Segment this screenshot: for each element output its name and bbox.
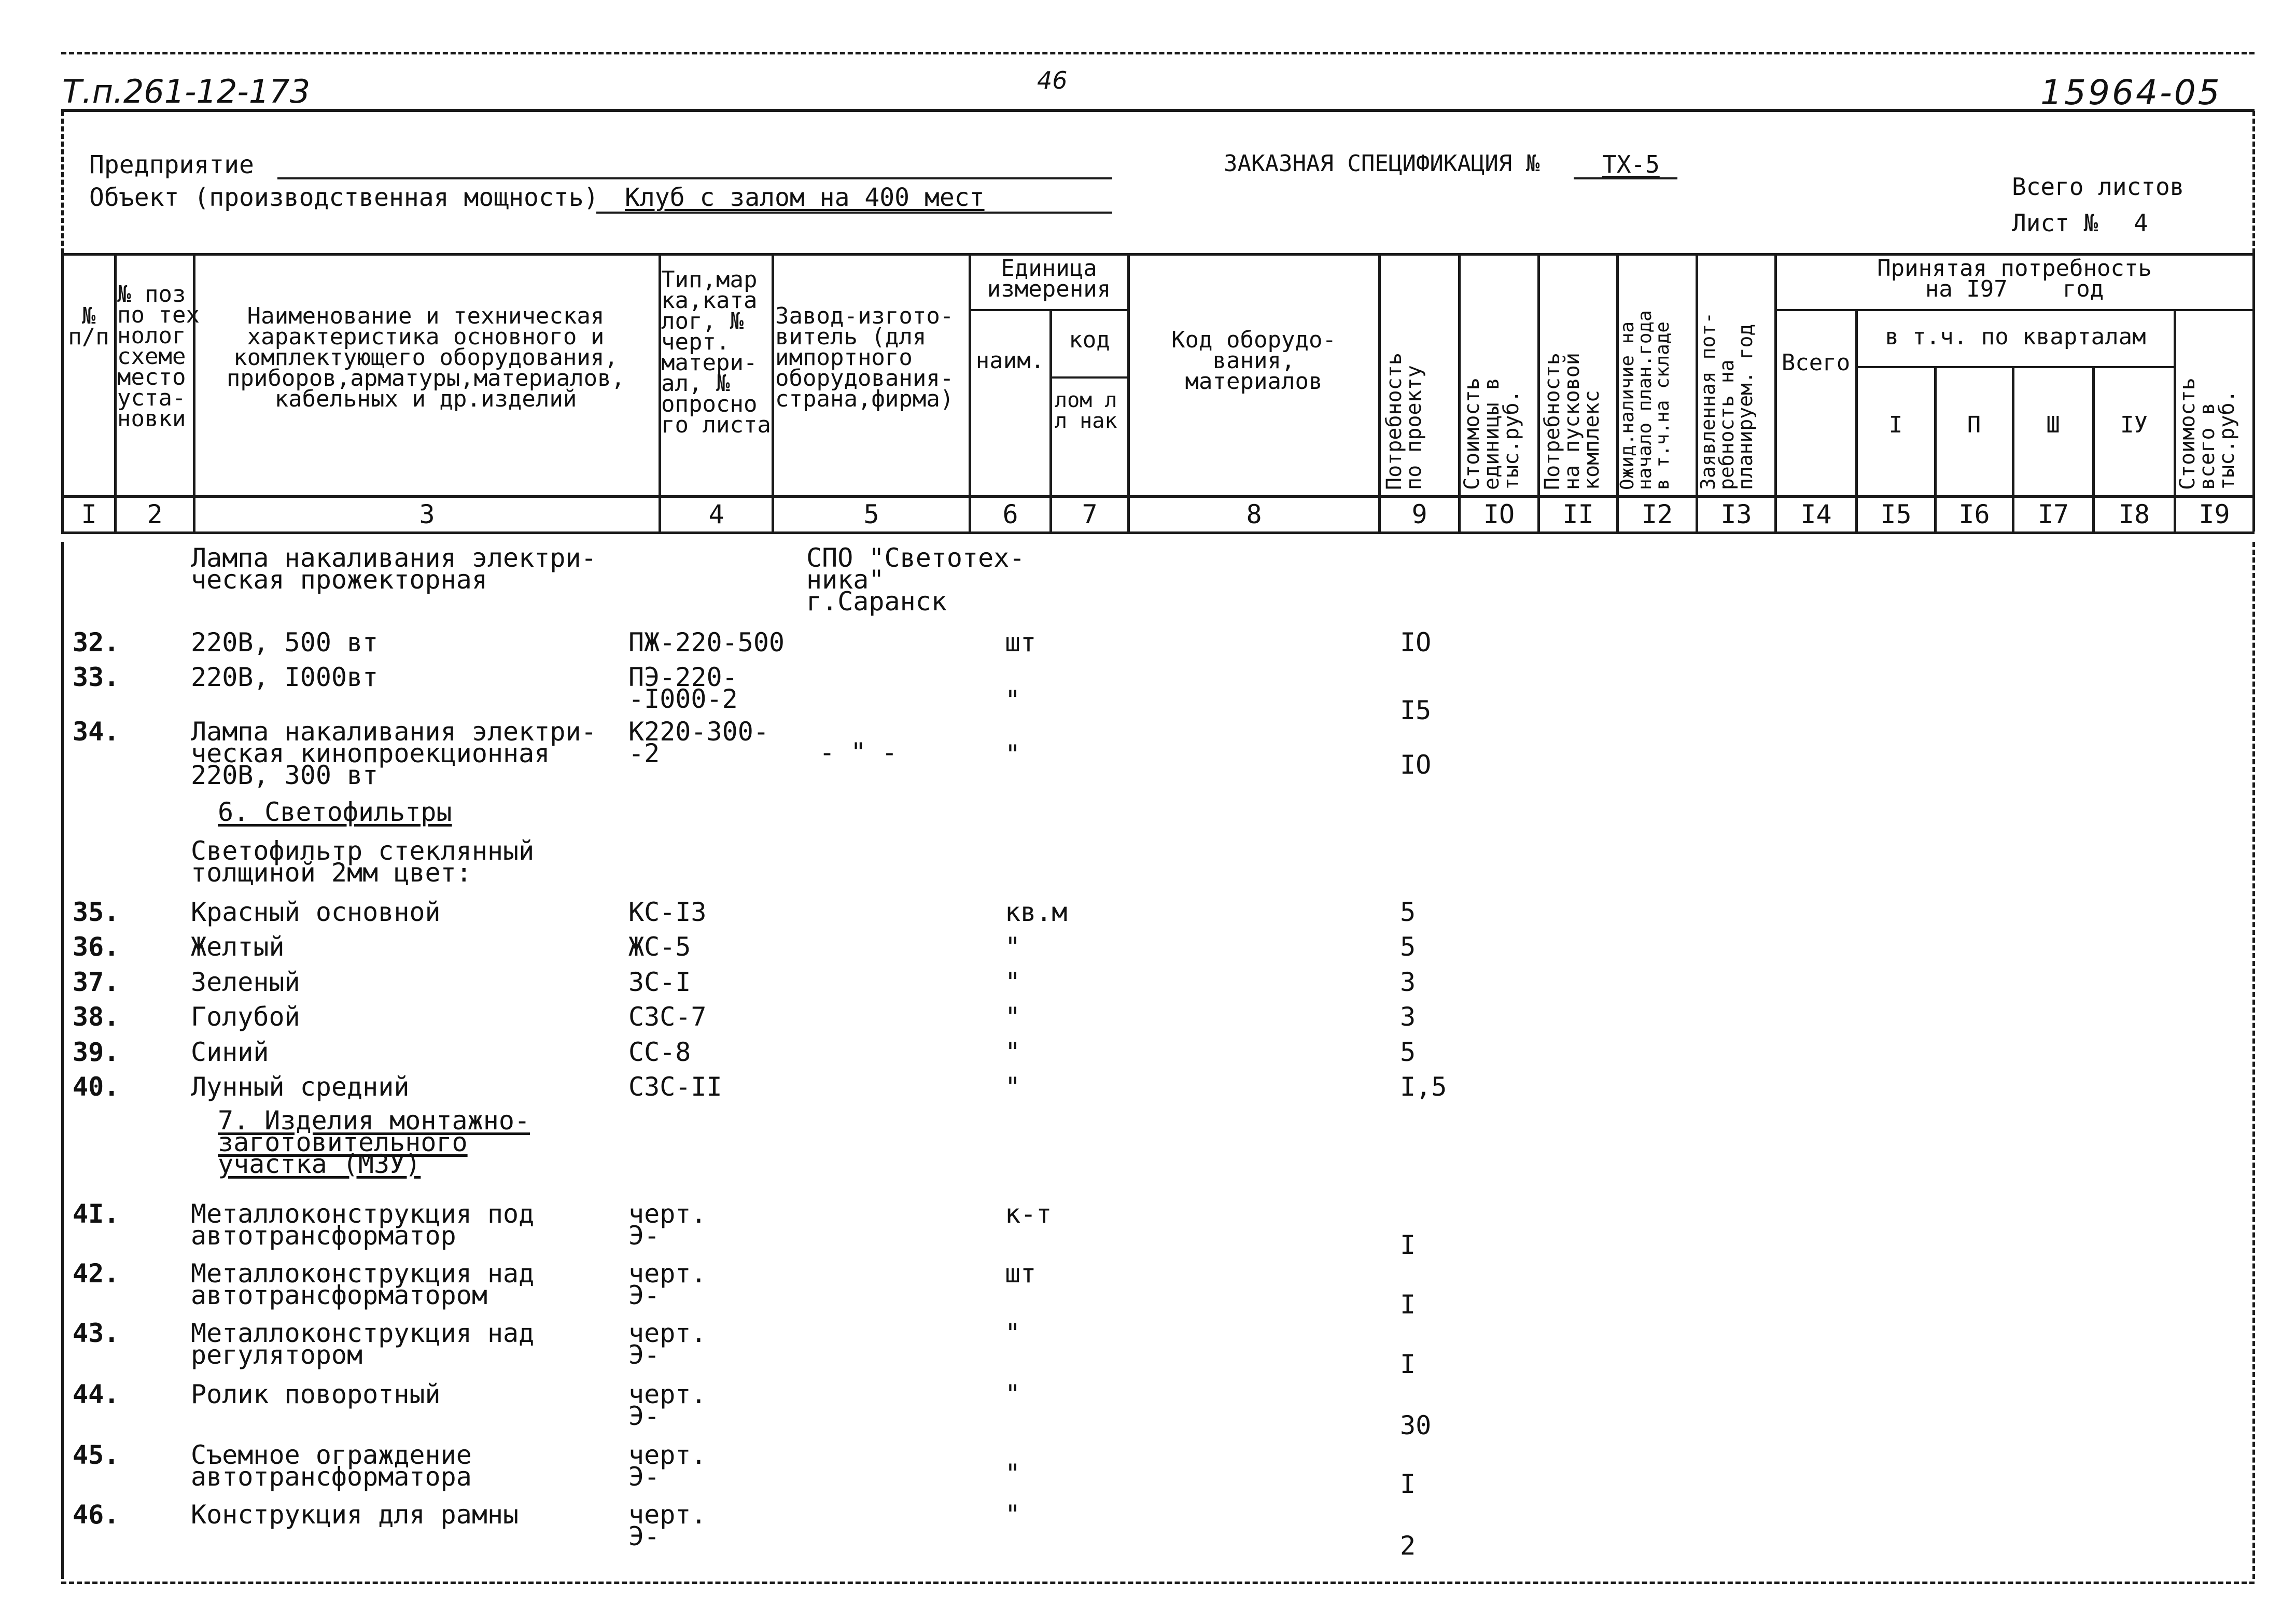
item-name: Лунный средний: [191, 1072, 410, 1102]
sheet-label: Лист №: [2012, 209, 2098, 237]
item-unit: шт: [1005, 627, 1037, 657]
row-number: 45.: [73, 1440, 120, 1470]
item-type: ПЖ-220-500: [628, 627, 785, 657]
header-col3: Наименование и техническая характеристика основного и комплектующего оборудования, приборов,арматуры,материалов, кабельных и др.изделий: [226, 303, 625, 412]
vline: [1127, 253, 1130, 531]
column-number: 6: [1002, 499, 1018, 529]
row-number: 39.: [73, 1037, 120, 1067]
object-field-line: [596, 212, 1112, 214]
header-col15: I: [1888, 412, 1903, 438]
header-col18: IУ: [2120, 412, 2148, 438]
enterprise-label: Предприятие: [89, 150, 254, 179]
item-unit: ": [1005, 1500, 1021, 1530]
item-unit: шт: [1005, 1258, 1037, 1289]
item-name: 220В, 500 вт: [191, 627, 379, 657]
column-number: I8: [2118, 499, 2150, 529]
column-number: I9: [2199, 499, 2230, 529]
body-left-border: [61, 542, 64, 1579]
row-number: 40.: [73, 1072, 120, 1102]
row-number: 4I.: [73, 1199, 120, 1229]
column-number: 4: [708, 499, 724, 529]
item-name: Синий: [191, 1037, 269, 1067]
item-maker: - " -: [819, 737, 898, 767]
left-border-top: [61, 111, 64, 254]
vline: [61, 253, 64, 531]
item-type: КС-I3: [628, 897, 707, 927]
row-number: 32.: [73, 627, 120, 657]
header-bottom-line: [61, 495, 2255, 498]
section-heading: 6. Светофильтры: [218, 797, 452, 827]
item-name: Желтый: [191, 932, 285, 962]
header-col6: наим.: [975, 347, 1045, 374]
vline: [114, 253, 117, 531]
header-col9: Потребность по проекту: [1382, 353, 1426, 490]
item-name: Конструкция для рамны: [191, 1500, 519, 1530]
object-label: Объект (производственная мощность): [89, 183, 599, 212]
column-number: I3: [1720, 499, 1752, 529]
header-col4: Тип,мар ка,ката лог, № черт. матери- ал, № опросно го листа: [661, 267, 771, 438]
item-maker: СПО "Светотех- ника" г.Саранск: [806, 543, 1025, 617]
item-name: Металлоконструкция над регулятором: [191, 1318, 535, 1370]
item-name: Съемное ограждение автотрансформатора: [191, 1440, 472, 1492]
item-unit: ": [1005, 685, 1021, 715]
row-number: 46.: [73, 1500, 120, 1530]
vline: [772, 253, 774, 531]
item-qty: 3: [1400, 1002, 1416, 1032]
item-name: Зеленый: [191, 967, 300, 997]
object-value: Клуб с залом на 400 мест: [625, 183, 985, 212]
column-number: IO: [1483, 499, 1515, 529]
page-number: 46: [1037, 66, 1068, 94]
item-qty: 3: [1400, 967, 1416, 997]
unit-subline: [969, 309, 1127, 311]
header-rule: [61, 109, 2255, 112]
header-col19: Стоимость всего в тыс.руб.: [2176, 377, 2239, 490]
accepted-subline: [1774, 309, 2255, 311]
row-number: 36.: [73, 932, 120, 962]
item-type: К220-300- -2: [628, 717, 769, 768]
header-col8: Код оборудо- вания, материалов: [1171, 327, 1336, 395]
enterprise-field-line: [277, 177, 1112, 179]
header-col11: Потребность на пусковой комплекс: [1541, 353, 1604, 490]
header-col16: П: [1967, 412, 1981, 438]
vline: [1378, 253, 1381, 531]
column-number: 5: [863, 499, 879, 529]
item-name: Голубой: [191, 1002, 300, 1032]
item-type: черт. Э-: [628, 1440, 707, 1492]
item-name: 220В, I000вт: [191, 662, 379, 692]
tp-code: Т.п.261-12-173: [62, 73, 311, 110]
quarters-subline: [1855, 366, 2174, 368]
item-name: Металлоконструкция под автотрансформатор: [191, 1199, 535, 1251]
column-number: 2: [147, 499, 163, 529]
item-qty: I5: [1400, 695, 1432, 725]
header-col14: Всего: [1781, 349, 1851, 376]
item-qty: IO: [1400, 750, 1432, 780]
vline: [2252, 253, 2255, 531]
item-unit: ": [1005, 1379, 1021, 1409]
item-name: Лампа накаливания электри- ческая прожекторная: [191, 543, 597, 595]
column-number: I: [81, 499, 97, 529]
column-number: I7: [2037, 499, 2069, 529]
item-type: черт. Э-: [628, 1258, 707, 1310]
item-qty: I,5: [1400, 1072, 1447, 1102]
item-qty: I: [1400, 1290, 1416, 1320]
spec-number: ТХ-5: [1602, 150, 1660, 178]
row-number: 35.: [73, 897, 120, 927]
item-qty: IO: [1400, 627, 1432, 657]
item-unit: ": [1005, 1459, 1021, 1489]
item-type: черт. Э-: [628, 1500, 707, 1551]
item-qty: I: [1400, 1469, 1416, 1499]
header-units: Единица измерения: [987, 255, 1111, 302]
row-number: 34.: [73, 717, 120, 747]
item-type: СЗС-II: [628, 1072, 722, 1102]
row-number: 37.: [73, 967, 120, 997]
item-unit: ": [1005, 739, 1021, 769]
item-type: черт. Э-: [628, 1318, 707, 1370]
item-qty: 5: [1400, 1037, 1416, 1067]
section-heading: 7. Изделия монтажно- заготовительного участка (МЗУ): [218, 1106, 530, 1179]
colnum-bottom-line: [61, 531, 2255, 534]
item-name: Красный основной: [191, 897, 441, 927]
row-number: 43.: [73, 1318, 120, 1348]
item-type: ЖС-5: [628, 932, 691, 962]
column-number: I6: [1958, 499, 1990, 529]
bottom-dashed-border: [61, 1582, 2255, 1584]
vline: [1537, 253, 1540, 531]
column-number: I4: [1800, 499, 1832, 529]
header-accepted: Принятая потребность на I97 год: [1877, 255, 2152, 302]
item-qty: 5: [1400, 897, 1416, 927]
header-col5: Завод-изгото- витель (для импортного оборудования- страна,фирма): [775, 303, 954, 412]
spec-number-line: [1574, 177, 1677, 179]
item-unit: ": [1005, 1037, 1021, 1067]
code-subline: [1049, 376, 1127, 379]
header-col2: № поз по тех нолог схеме место уста- новки: [117, 281, 200, 432]
column-number: 3: [419, 499, 435, 529]
item-unit: ": [1005, 932, 1021, 962]
header-col7: код: [1069, 327, 1110, 353]
column-number: I5: [1880, 499, 1912, 529]
item-type: ЗС-I: [628, 967, 691, 997]
header-col10: Стоимость единицы в тыс.руб.: [1460, 377, 1523, 490]
item-qty: I: [1400, 1349, 1416, 1379]
item-name: Лампа накаливания электри- ческая кинопроекционная 220В, 300 вт: [191, 717, 597, 790]
sheet-number: 4: [2134, 209, 2148, 237]
column-number: 7: [1082, 499, 1098, 529]
item-name: Металлоконструкция над автотрансформатором: [191, 1258, 535, 1310]
item-qty: I: [1400, 1230, 1416, 1260]
item-name: Ролик поворотный: [191, 1379, 441, 1409]
doc-number: 15964-05: [2040, 73, 2222, 113]
item-qty: 5: [1400, 932, 1416, 962]
item-qty: 30: [1400, 1410, 1432, 1440]
header-col17: Ш: [2046, 412, 2060, 438]
column-number: 8: [1246, 499, 1262, 529]
item-unit: ": [1005, 1318, 1021, 1348]
header-quarters: в т.ч. по кварталам: [1885, 324, 2146, 350]
item-unit: ": [1005, 1002, 1021, 1032]
right-border-top: [2252, 111, 2255, 254]
row-number: 33.: [73, 662, 120, 692]
row-number: 38.: [73, 1002, 120, 1032]
item-unit: кв.м: [1005, 897, 1068, 927]
item-unit: ": [1005, 967, 1021, 997]
header-col12: Ожид.наличие на начало план.года в т.ч.на складе: [1617, 310, 1673, 490]
header-col13: Заявленная пот- ребность на планируем. год: [1697, 312, 1757, 490]
item-type: СС-8: [628, 1037, 691, 1067]
total-sheets-label: Всего листов: [2012, 173, 2185, 201]
top-dashed-border: [61, 52, 2255, 54]
item-type: черт. Э-: [628, 1379, 707, 1431]
header-col7-sub: лом л л нак: [1055, 388, 1117, 433]
item-unit: ": [1005, 1072, 1021, 1102]
item-qty: 2: [1400, 1531, 1416, 1561]
column-number: 9: [1411, 499, 1427, 529]
row-number: 42.: [73, 1258, 120, 1289]
column-number: I2: [1641, 499, 1673, 529]
row-number: 44.: [73, 1379, 120, 1409]
column-number: II: [1562, 499, 1594, 529]
item-unit: к-т: [1005, 1199, 1052, 1229]
item-name: Светофильтр стеклянный толщиной 2мм цвет:: [191, 836, 535, 888]
header-col1: № п/п: [68, 303, 109, 350]
item-type: СЗС-7: [628, 1002, 707, 1032]
spec-label: ЗАКАЗНАЯ СПЕЦИФИКАЦИЯ №: [1224, 150, 1540, 177]
body-right-border: [2252, 542, 2255, 1579]
item-type: ПЭ-220- -I000-2: [628, 662, 738, 714]
item-type: черт. Э-: [628, 1199, 707, 1251]
